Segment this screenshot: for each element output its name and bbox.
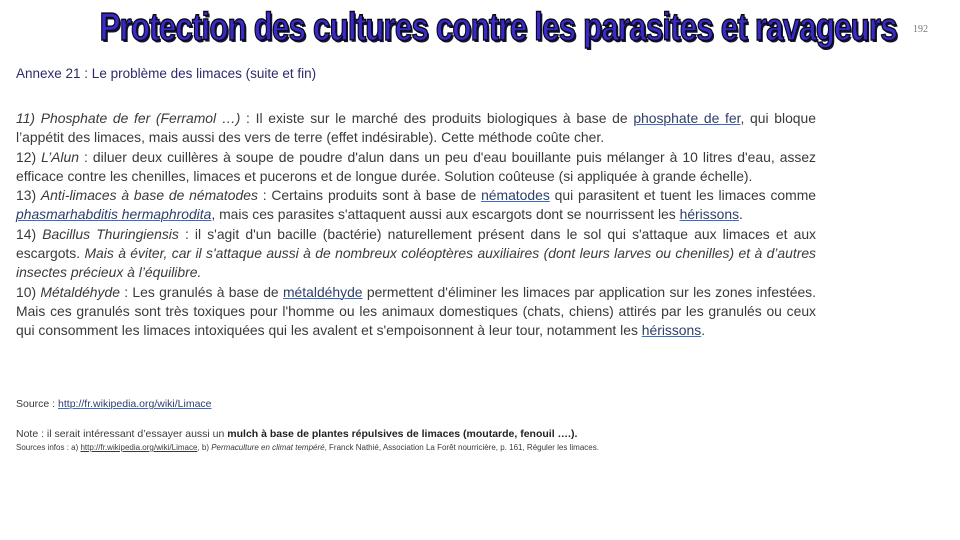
item-11-title: 11) Phosphate de fer (Ferramol …) [16,110,241,126]
item-11 [16,109,816,148]
source-label: Source : [16,398,59,410]
link-phosphate-de-fer[interactable]: phosphate de fer [633,110,741,126]
item-13-text: : Certains produits sont à base de [257,187,482,204]
item-14-text: : il s'agit d'un bacille (bactérie) naturellement présent dans le sol qui s'attaque aux limaces et aux escargots. [16,225,816,262]
item-10 [16,283,816,341]
item-10-text-2: permettent d'éliminer les limaces par application sur les zones infestées. Mais ces granulés sont très toxiques pour l'homme ou les animaux domestiques (chats, chiens) attirés par les granulés ou ceux qui consomment les limaces intoxiquées qui les avalent et s'empoisonnent à leur tour, notamment les [16,283,816,339]
item-12-title: L’Alun [41,148,79,165]
link-herissons[interactable]: hérissons [679,206,740,223]
item-12-text: : diluer deux cuillères à soupe de poudre d'alun dans un peu d'eau bouillante puis mélanger à 10 litres d'eau, assez efficace contre les chenilles, limaces et pucerons et de longue durée. Solution coûteuse (si appliquée à grande échelle). [16,148,817,184]
link-phasmarhabditis[interactable]: phasmarhabditis hermaphrodita [16,206,212,223]
sources-infos-label: Sources infos : a) [16,443,81,452]
note-line [16,428,577,440]
page-number: 192 [913,24,928,35]
item-13-text-3: , mais ces parasites s'attaquent aussi aux escargots dont se nourrissent les [211,206,680,223]
sources-infos-book: Permaculture en climat tempéré [211,443,325,452]
item-10-number: 10) [16,283,41,300]
item-13-title: Anti-limaces à base de nématodes [40,187,258,204]
source-line [16,398,212,410]
page-title: Protection des cultures contre les parasites et ravageurs [99,6,897,49]
item-14-title: Bacillus Thuringiensis [42,225,179,242]
item-10-text-3: . [701,322,706,339]
item-13 [16,186,816,225]
page-title-wrap [0,4,915,52]
item-11-text-2: , qui bloque l’appétit des limaces, mais aussi des vers de terre (effet indésirable). Cette méthode coûte cher. [16,110,816,146]
item-13-text-4: . [739,206,743,223]
item-14-warning: Mais à éviter, car il s'attaque aussi à de nombreux coléoptères auxiliaires (dont leurs larves ou chenilles) et à d’autres insectes précieux à l’équilibre. [16,245,816,281]
item-11-text: : Il existe sur le marché des produits biologiques à base de [240,110,634,126]
item-13-text-2: qui parasitent et tuent les limaces comme [549,187,816,204]
item-13-number: 13) [16,187,41,204]
item-14 [16,225,816,283]
item-10-text: : Les granulés à base de [119,283,283,300]
sources-infos-text-2: , Franck Nathié, Association La Forêt nourricière, p. 161, Réguler les limaces. [324,443,599,452]
sources-infos-line [16,443,599,452]
body-text [16,109,816,341]
item-12-number: 12) [16,148,42,165]
note-bold-text: mulch à base de plantes répulsives de limaces (moutarde, fenouil ….). [227,428,578,440]
link-nematodes[interactable]: nématodes [481,187,550,204]
link-metaldehyde[interactable]: métaldéhyde [282,283,363,300]
sources-infos-link[interactable]: http://fr.wikipedia.org/wiki/Limace [80,443,198,452]
link-herissons-2[interactable]: hérissons [641,322,702,339]
item-14-number: 14) [16,225,43,242]
item-12 [16,148,816,187]
note-text: Note : il serait intéressant d’essayer aussi un [16,428,228,440]
item-10-title: Métaldéhyde [40,283,120,300]
source-link[interactable]: http://fr.wikipedia.org/wiki/Limace [58,398,212,410]
sources-infos-text: , b) [197,443,212,452]
annex-subtitle: Annexe 21 : Le problème des limaces (suite et fin) [16,66,317,81]
